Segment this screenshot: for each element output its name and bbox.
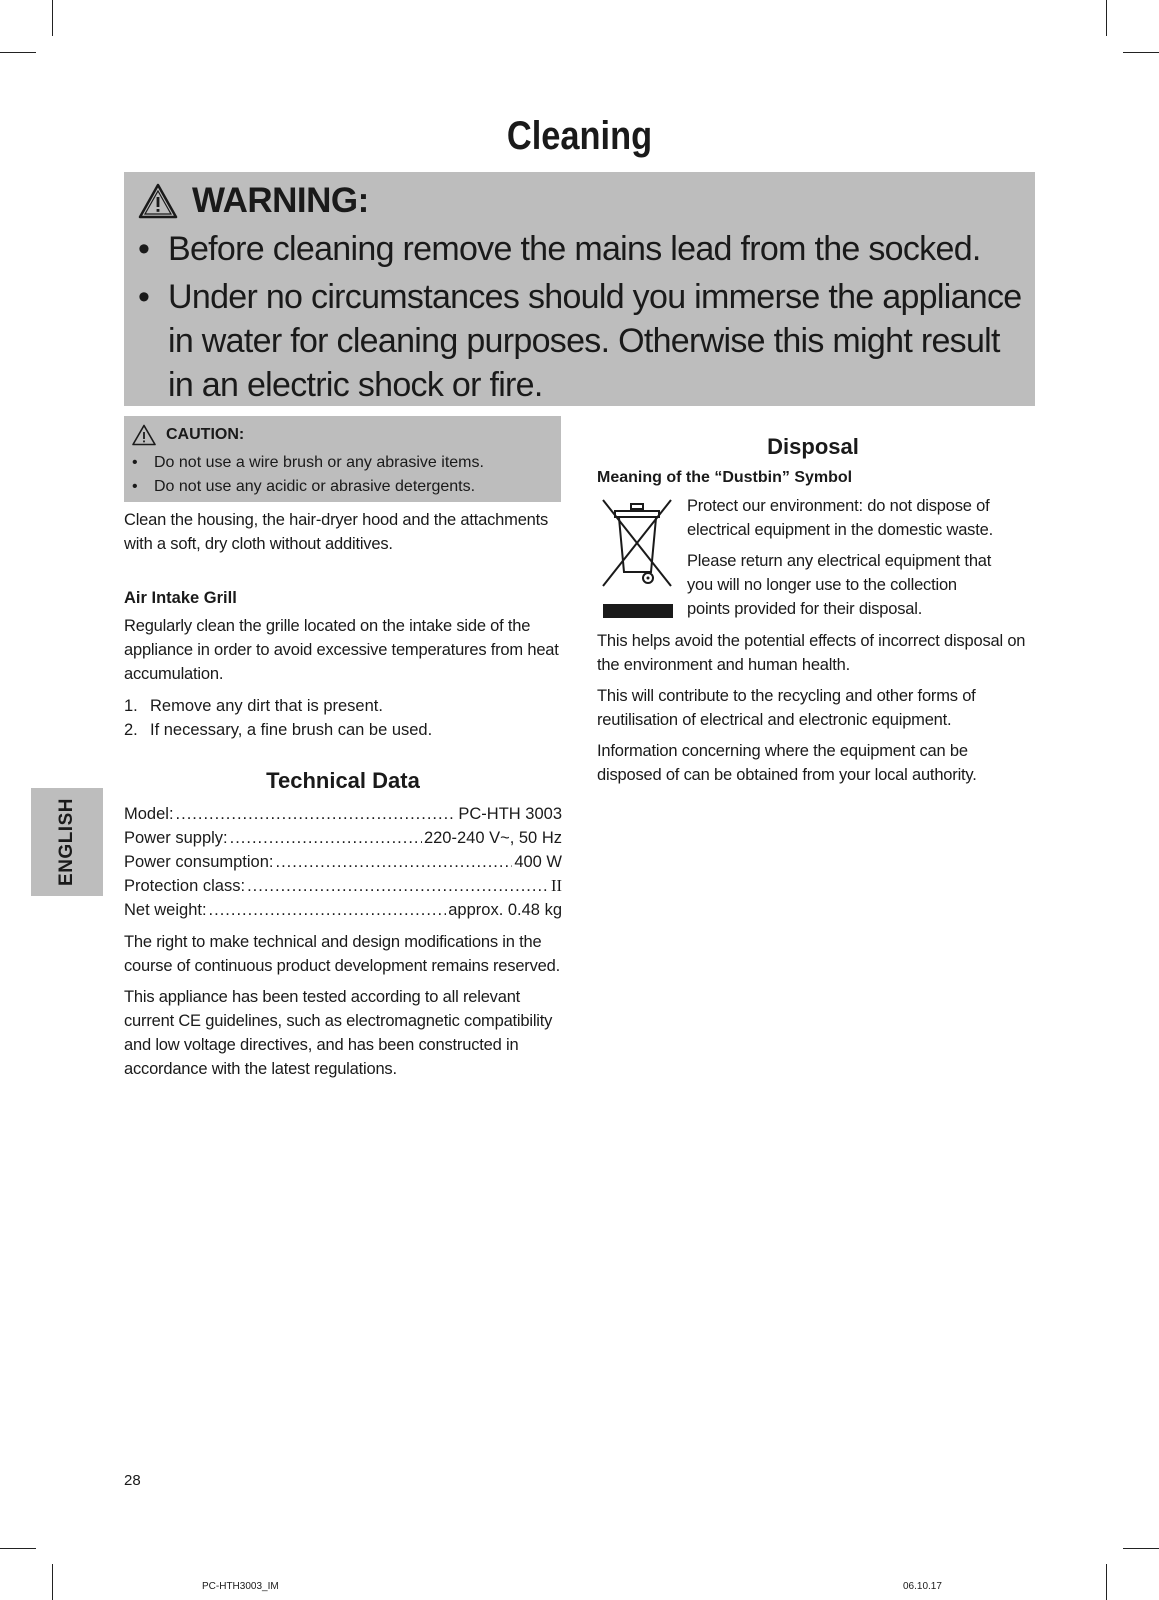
air-intake-text: Regularly clean the grille located on the intake side of the appliance in order to avoid excessive temperatures from heat accumulation. [124, 617, 559, 683]
spec-value: 220-240 V~, 50 Hz [423, 829, 562, 847]
language-label: ENGLISH [56, 798, 77, 886]
dustbin-symbol-heading: Meaning of the “Dustbin” Symbol [597, 469, 853, 486]
warning-item: • Under no circumstances should you immerse the appliance in water for cleaning purposes. Otherwise this might result in an electric shock or fire. [138, 275, 1030, 407]
crop-mark [1123, 1548, 1159, 1549]
spec-row [124, 826, 562, 850]
spec-label: Protection class: [124, 877, 246, 895]
list-item [124, 694, 562, 718]
page-number: 28 [124, 1472, 141, 1489]
crop-mark [0, 1548, 36, 1549]
dustbin-text [687, 494, 1029, 621]
disposal-paragraph-3: Information concerning where the equipment can be disposed of can be obtained from your local authority. [597, 742, 977, 784]
step-text: Remove any dirt that is present. [150, 697, 383, 715]
warning-title: WARNING: [192, 181, 369, 220]
step-number: 1. [124, 697, 138, 715]
footer-code: PC-HTH3003_IM [202, 1581, 279, 1592]
warning-box [124, 172, 1035, 406]
caution-header [132, 424, 244, 446]
caution-item: • Do not use a wire brush or any abrasive items. [132, 451, 484, 475]
spec-label: Power supply: [124, 829, 228, 847]
spec-label: Power consumption: [124, 853, 274, 871]
crop-mark [1123, 52, 1159, 53]
step-number: 2. [124, 721, 138, 739]
modifications-note: The right to make technical and design modifications in the course of continuous product development remains reserved. [124, 933, 560, 975]
spec-label: Model: [124, 805, 174, 823]
warning-item: • Before cleaning remove the mains lead from the socked. [138, 227, 1030, 271]
disposal-heading: Disposal [767, 434, 859, 459]
disposal-paragraph-1: This helps avoid the potential effects of incorrect disposal on the environment and human health. [597, 632, 1026, 674]
spec-value: approx. 0.48 kg [448, 901, 562, 919]
caution-item: • Do not use any acidic or abrasive detergents. [132, 475, 484, 499]
dustbin-text-1: Protect our environment: do not dispose of electrical equipment in the domestic waste. [687, 497, 993, 539]
crop-mark [1106, 1564, 1107, 1600]
warning-header [138, 180, 369, 222]
caution-box [124, 416, 561, 502]
ce-compliance-note: This appliance has been tested according to all relevant current CE guidelines, such as electromagnetic compatibility and low voltage directives, and has been constructed in accordance with the latest regulations. [124, 988, 553, 1078]
list-item [124, 718, 562, 742]
disposal-paragraph-2: This will contribute to the recycling and other forms of reutilisation of electrical and electronic equipment. [597, 687, 976, 729]
spec-value: II [551, 876, 562, 895]
dustbin-block [597, 494, 1029, 624]
crop-mark [1106, 0, 1107, 36]
spec-table [124, 802, 562, 922]
spec-value: 400 W [514, 853, 562, 871]
crop-mark [0, 52, 36, 53]
crop-mark [52, 0, 53, 36]
footer-date: 06.10.17 [903, 1581, 942, 1592]
crop-mark [52, 1564, 53, 1600]
right-column [597, 434, 1029, 787]
air-intake-heading: Air Intake Grill [124, 589, 237, 607]
warning-list [138, 227, 1030, 411]
spec-row [124, 898, 562, 922]
caution-list [132, 451, 484, 499]
caution-title: CAUTION: [166, 426, 245, 443]
crossed-dustbin-icon [597, 494, 677, 618]
technical-data-heading: Technical Data [266, 768, 420, 793]
spec-row [124, 850, 562, 874]
spec-label: Net weight: [124, 901, 207, 919]
page-title: Cleaning [506, 114, 653, 158]
step-text: If necessary, a fine brush can be used. [150, 721, 433, 739]
spec-row [124, 874, 562, 898]
cleaning-text: Clean the housing, the hair-dryer hood and the attachments with a soft, dry cloth without additives. [124, 511, 549, 553]
language-tab [31, 788, 103, 896]
spec-row [124, 802, 562, 826]
warning-triangle-icon [138, 183, 178, 219]
left-column [124, 508, 562, 1081]
air-intake-steps [124, 694, 562, 742]
spec-value: PC-HTH 3003 [458, 805, 562, 823]
caution-triangle-icon [132, 424, 156, 446]
dustbin-text-2: Please return any electrical equipment that you will no longer use to the collection points provided for their disposal. [687, 552, 992, 618]
